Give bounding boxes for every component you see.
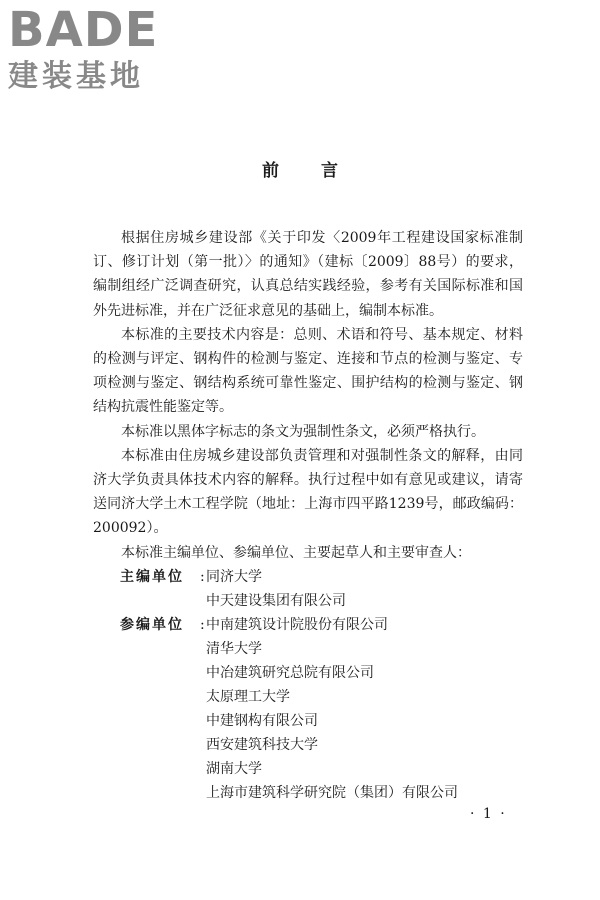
logo-mark: BADE [8,2,159,58]
page-number: · 1 · [470,806,507,822]
page-title: 前言 [262,161,380,181]
brand-logo [8,4,178,94]
paragraph-background: 根据住房城乡建设部《关于印发〈2009年工程建设国家标准制订、修订计划（第一批）〉的通知》（建标〔2009〕88号）的要求，编制组经广泛调查研究，认真总结实践经验，参考有关国际标准和国外先进标准，并在广泛征求意见的基础上，编制本标准。 [93,230,523,319]
participant-unit: 中南建筑设计院股份有限公司 [206,617,388,633]
paragraph-units-intro: 本标准主编单位、参编单位、主要起草人和主要审查人： [121,544,471,561]
chief-editor-unit: 同济大学 [206,569,262,585]
chief-editor-row [120,565,458,613]
participants-row [120,613,458,805]
paragraph-administration: 本标准由住房城乡建设部负责管理和对强制性条文的解释，由同济大学负责具体技术内容的解释。执行过程中如有意见或建议，请寄送同济大学土木工程学院（地址：上海市四平路1239号，邮政编码：200092）。 [93,447,523,537]
chief-editor-list [206,565,346,613]
participant-unit: 上海市建筑科学研究院（集团）有限公司 [206,785,458,801]
paragraph-mandatory-clauses: 本标准以黑体字标志的条文为强制性条文，必须严格执行。 [121,423,485,440]
participants-list [206,613,458,805]
participant-unit: 湖南大学 [206,761,262,777]
participant-unit: 中建钢构有限公司 [206,713,318,729]
participant-unit: 清华大学 [206,641,262,657]
participant-unit: 太原理工大学 [206,689,290,705]
label-colon: : [200,569,205,585]
preface-body [93,226,523,565]
participants-label: 参编单位 [120,617,184,633]
paragraph-main-content: 本标准的主要技术内容是：总则、术语和符号、基本规定、材料的检测与评定、钢构件的检测与鉴定、连接和节点的检测与鉴定、专项检测与鉴定、钢结构系统可靠性鉴定、围护结构的检测与鉴定、钢结构抗震性能鉴定等。 [93,326,523,416]
logo-subtitle: 建装基地 [8,59,144,94]
chief-editor-unit: 中天建设集团有限公司 [206,593,346,609]
chief-editor-label: 主编单位 [120,569,184,585]
drafting-units [120,565,458,805]
label-colon: : [200,617,205,633]
participant-unit: 中冶建筑研究总院有限公司 [206,665,374,681]
participant-unit: 西安建筑科技大学 [206,737,318,753]
